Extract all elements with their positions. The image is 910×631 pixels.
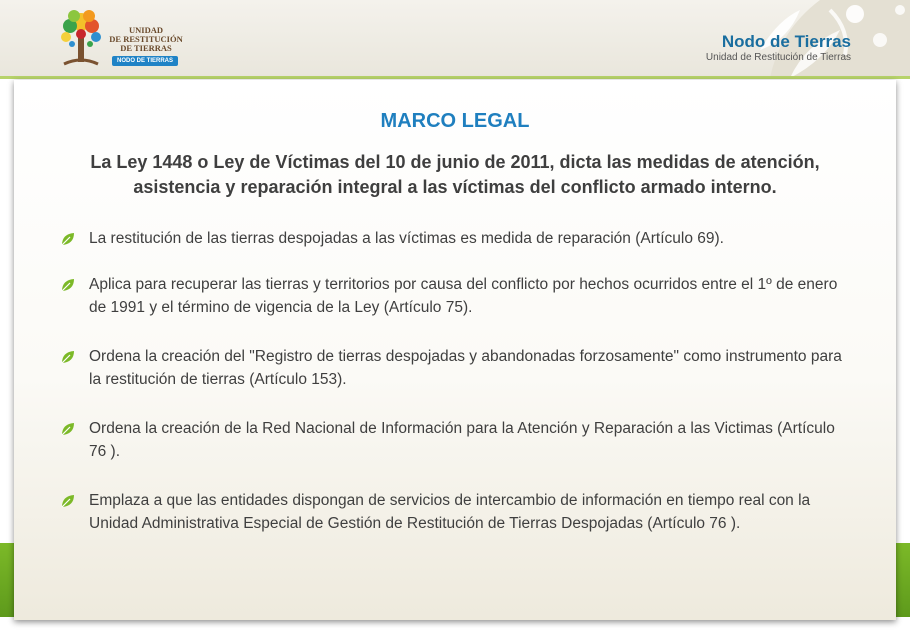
leaf-bullet-icon	[60, 231, 76, 247]
leaf-bullet-icon	[60, 349, 76, 365]
list-item-text: Ordena la creación de la Red Nacional de Información para la Atención y Reparación a las Victimas (Artículo 76 ).	[89, 420, 835, 460]
content-card	[14, 80, 896, 620]
leaf-bullet-icon	[60, 493, 76, 509]
brand-subtitle: Unidad de Restitución de Tierras	[705, 52, 851, 63]
list-item-text: La restitución de las tierras despojadas a las víctimas es medida de reparación (Artículo 69).	[89, 230, 724, 247]
right-green-band	[896, 543, 910, 617]
brand-title: Nodo de Tierras	[721, 32, 851, 51]
brand	[706, 33, 851, 64]
list-item-text: Aplica para recuperar las tierras y territorios por causa del conflicto por hechos ocurridos entre el 1º de enero de 1991 y el término de vigencia de la Ley (Artículo 75).	[89, 276, 838, 316]
page-title: MARCO LEGAL	[380, 110, 530, 132]
logo-badge: NODO DE TIERRAS	[112, 56, 178, 66]
list-item-text: Ordena la creación del "Registro de tierras despojadas y abandonadas forzosamente" como instrumento para la restitución de tierras (Artículo 153).	[89, 348, 842, 388]
leaf-bullet-icon	[60, 277, 76, 293]
logo[interactable]	[58, 8, 188, 70]
header	[0, 0, 910, 78]
leaf-bullet-icon	[60, 421, 76, 437]
intro-paragraph: La Ley 1448 o Ley de Víctimas del 10 de junio de 2011, dicta las medidas de atención, asistencia y reparación integral a las víctimas del conflicto armado interno.	[90, 152, 820, 197]
left-green-band	[0, 543, 14, 617]
list-item-text: Emplaza a que las entidades dispongan de servicios de intercambio de información en tiempo real con la Unidad Administrativa Especial de Gestión de Restitución de Tierras Despojadas (Artículo 76 ).	[89, 492, 811, 532]
logo-text: UNIDAD DE RESTITUCIÓN DE TIERRAS	[109, 25, 183, 53]
logo-tree-icon	[58, 8, 104, 68]
header-divider	[0, 76, 910, 79]
